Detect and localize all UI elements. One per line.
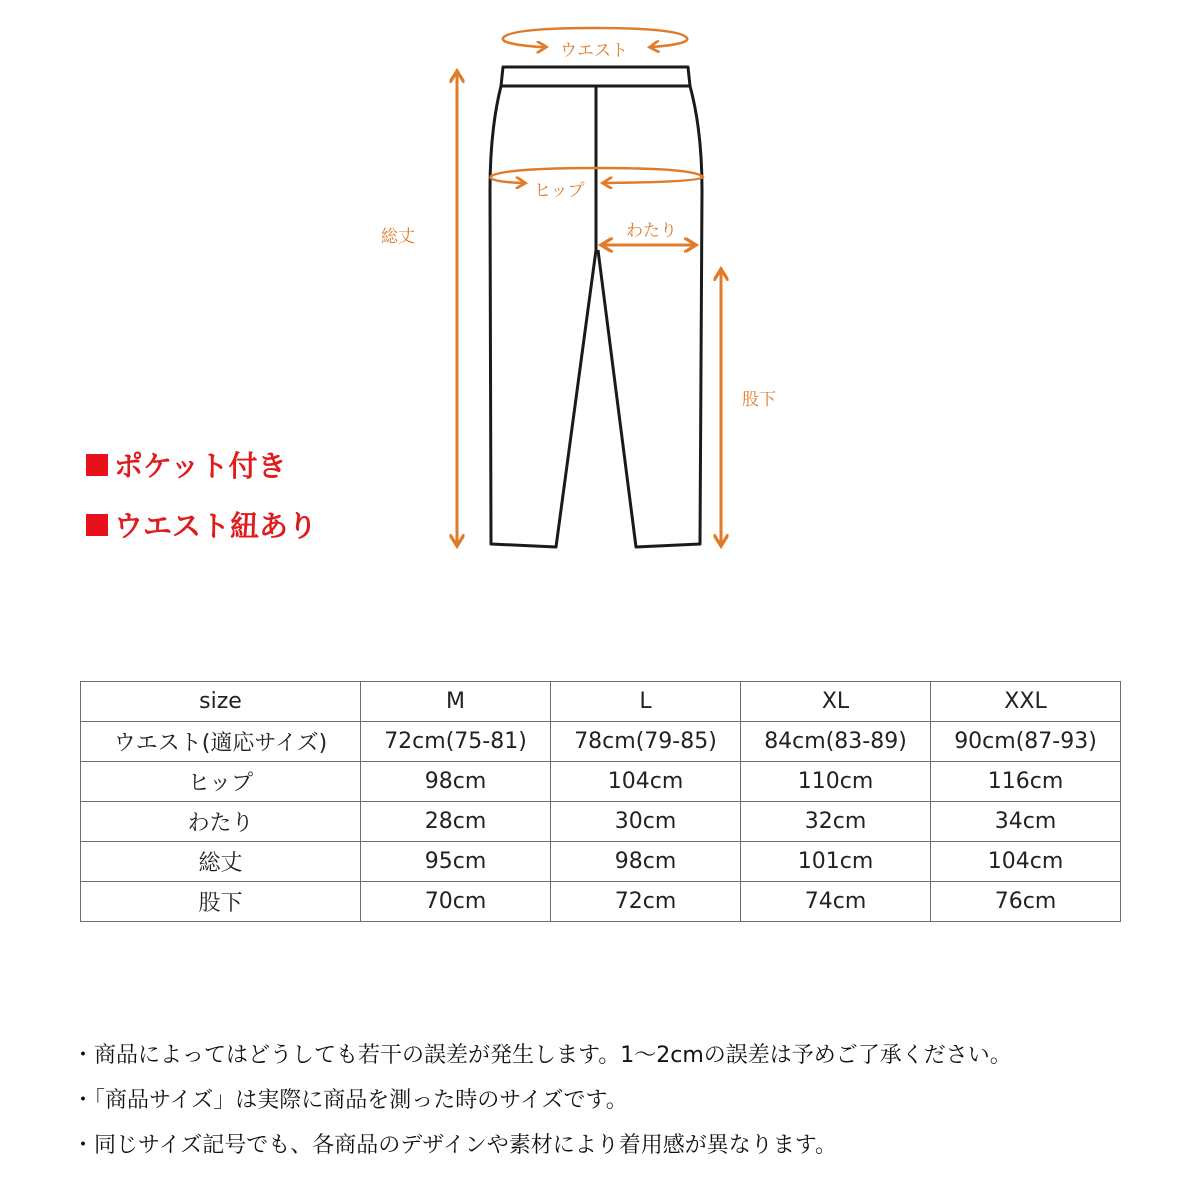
table-cell: 110cm: [741, 762, 931, 802]
header-cell: XL: [741, 682, 931, 722]
total-length-label: 総丈: [381, 227, 415, 247]
size-table: [80, 681, 1121, 922]
table-cell: 28cm: [361, 802, 551, 842]
table-cell: 101cm: [741, 842, 931, 882]
note-item: ・同じサイズ記号でも、各商品のデザインや素材により着用感が異なります。: [72, 1133, 837, 1158]
header-cell: XXL: [931, 682, 1121, 722]
table-cell: 74cm: [741, 882, 931, 922]
table-row-total-length: [81, 842, 1121, 882]
notes-list: [72, 1038, 1012, 1173]
row-label: わたり: [81, 802, 361, 842]
table-cell: 90cm(87-93): [931, 722, 1121, 762]
table-row-hip: [81, 762, 1121, 802]
row-label: 股下: [81, 882, 361, 922]
feature-text: ポケット付き: [114, 449, 287, 483]
row-label: ウエスト(適応サイズ): [81, 722, 361, 762]
table-cell: 104cm: [931, 842, 1121, 882]
feature-pockets: [86, 444, 287, 485]
feature-waist-cord: [86, 504, 317, 545]
table-row-waist: [81, 722, 1121, 762]
table-cell: 72cm(75-81): [361, 722, 551, 762]
table-cell: 34cm: [931, 802, 1121, 842]
inseam-label: 股下: [742, 390, 776, 410]
row-label: 総丈: [81, 842, 361, 882]
waist-label: ウエスト: [560, 41, 628, 61]
table-cell: 84cm(83-89): [741, 722, 931, 762]
table-cell: 76cm: [931, 882, 1121, 922]
square-bullet-icon: [86, 514, 108, 536]
table-header-row: [81, 682, 1121, 722]
header-cell: size: [81, 682, 361, 722]
table-cell: 72cm: [551, 882, 741, 922]
header-cell: L: [551, 682, 741, 722]
table-cell: 98cm: [361, 762, 551, 802]
note-item: ・「商品サイズ」は実際に商品を測った時のサイズです。: [72, 1088, 628, 1113]
thigh-label: わたり: [626, 221, 677, 241]
table-cell: 78cm(79-85): [551, 722, 741, 762]
table-cell: 95cm: [361, 842, 551, 882]
note-item: ・商品によってはどうしても若干の誤差が発生します。1～2cmの誤差は予めご了承ください。: [72, 1043, 1012, 1068]
row-label: ヒップ: [81, 762, 361, 802]
table-cell: 70cm: [361, 882, 551, 922]
table-cell: 104cm: [551, 762, 741, 802]
table-cell: 98cm: [551, 842, 741, 882]
square-bullet-icon: [86, 454, 108, 476]
table-cell: 32cm: [741, 802, 931, 842]
feature-text: ウエスト紐あり: [114, 509, 318, 543]
table-row-inseam: [81, 882, 1121, 922]
hip-label: ヒップ: [534, 181, 585, 201]
table-row-thigh: [81, 802, 1121, 842]
header-cell: M: [361, 682, 551, 722]
table-cell: 30cm: [551, 802, 741, 842]
table-cell: 116cm: [931, 762, 1121, 802]
